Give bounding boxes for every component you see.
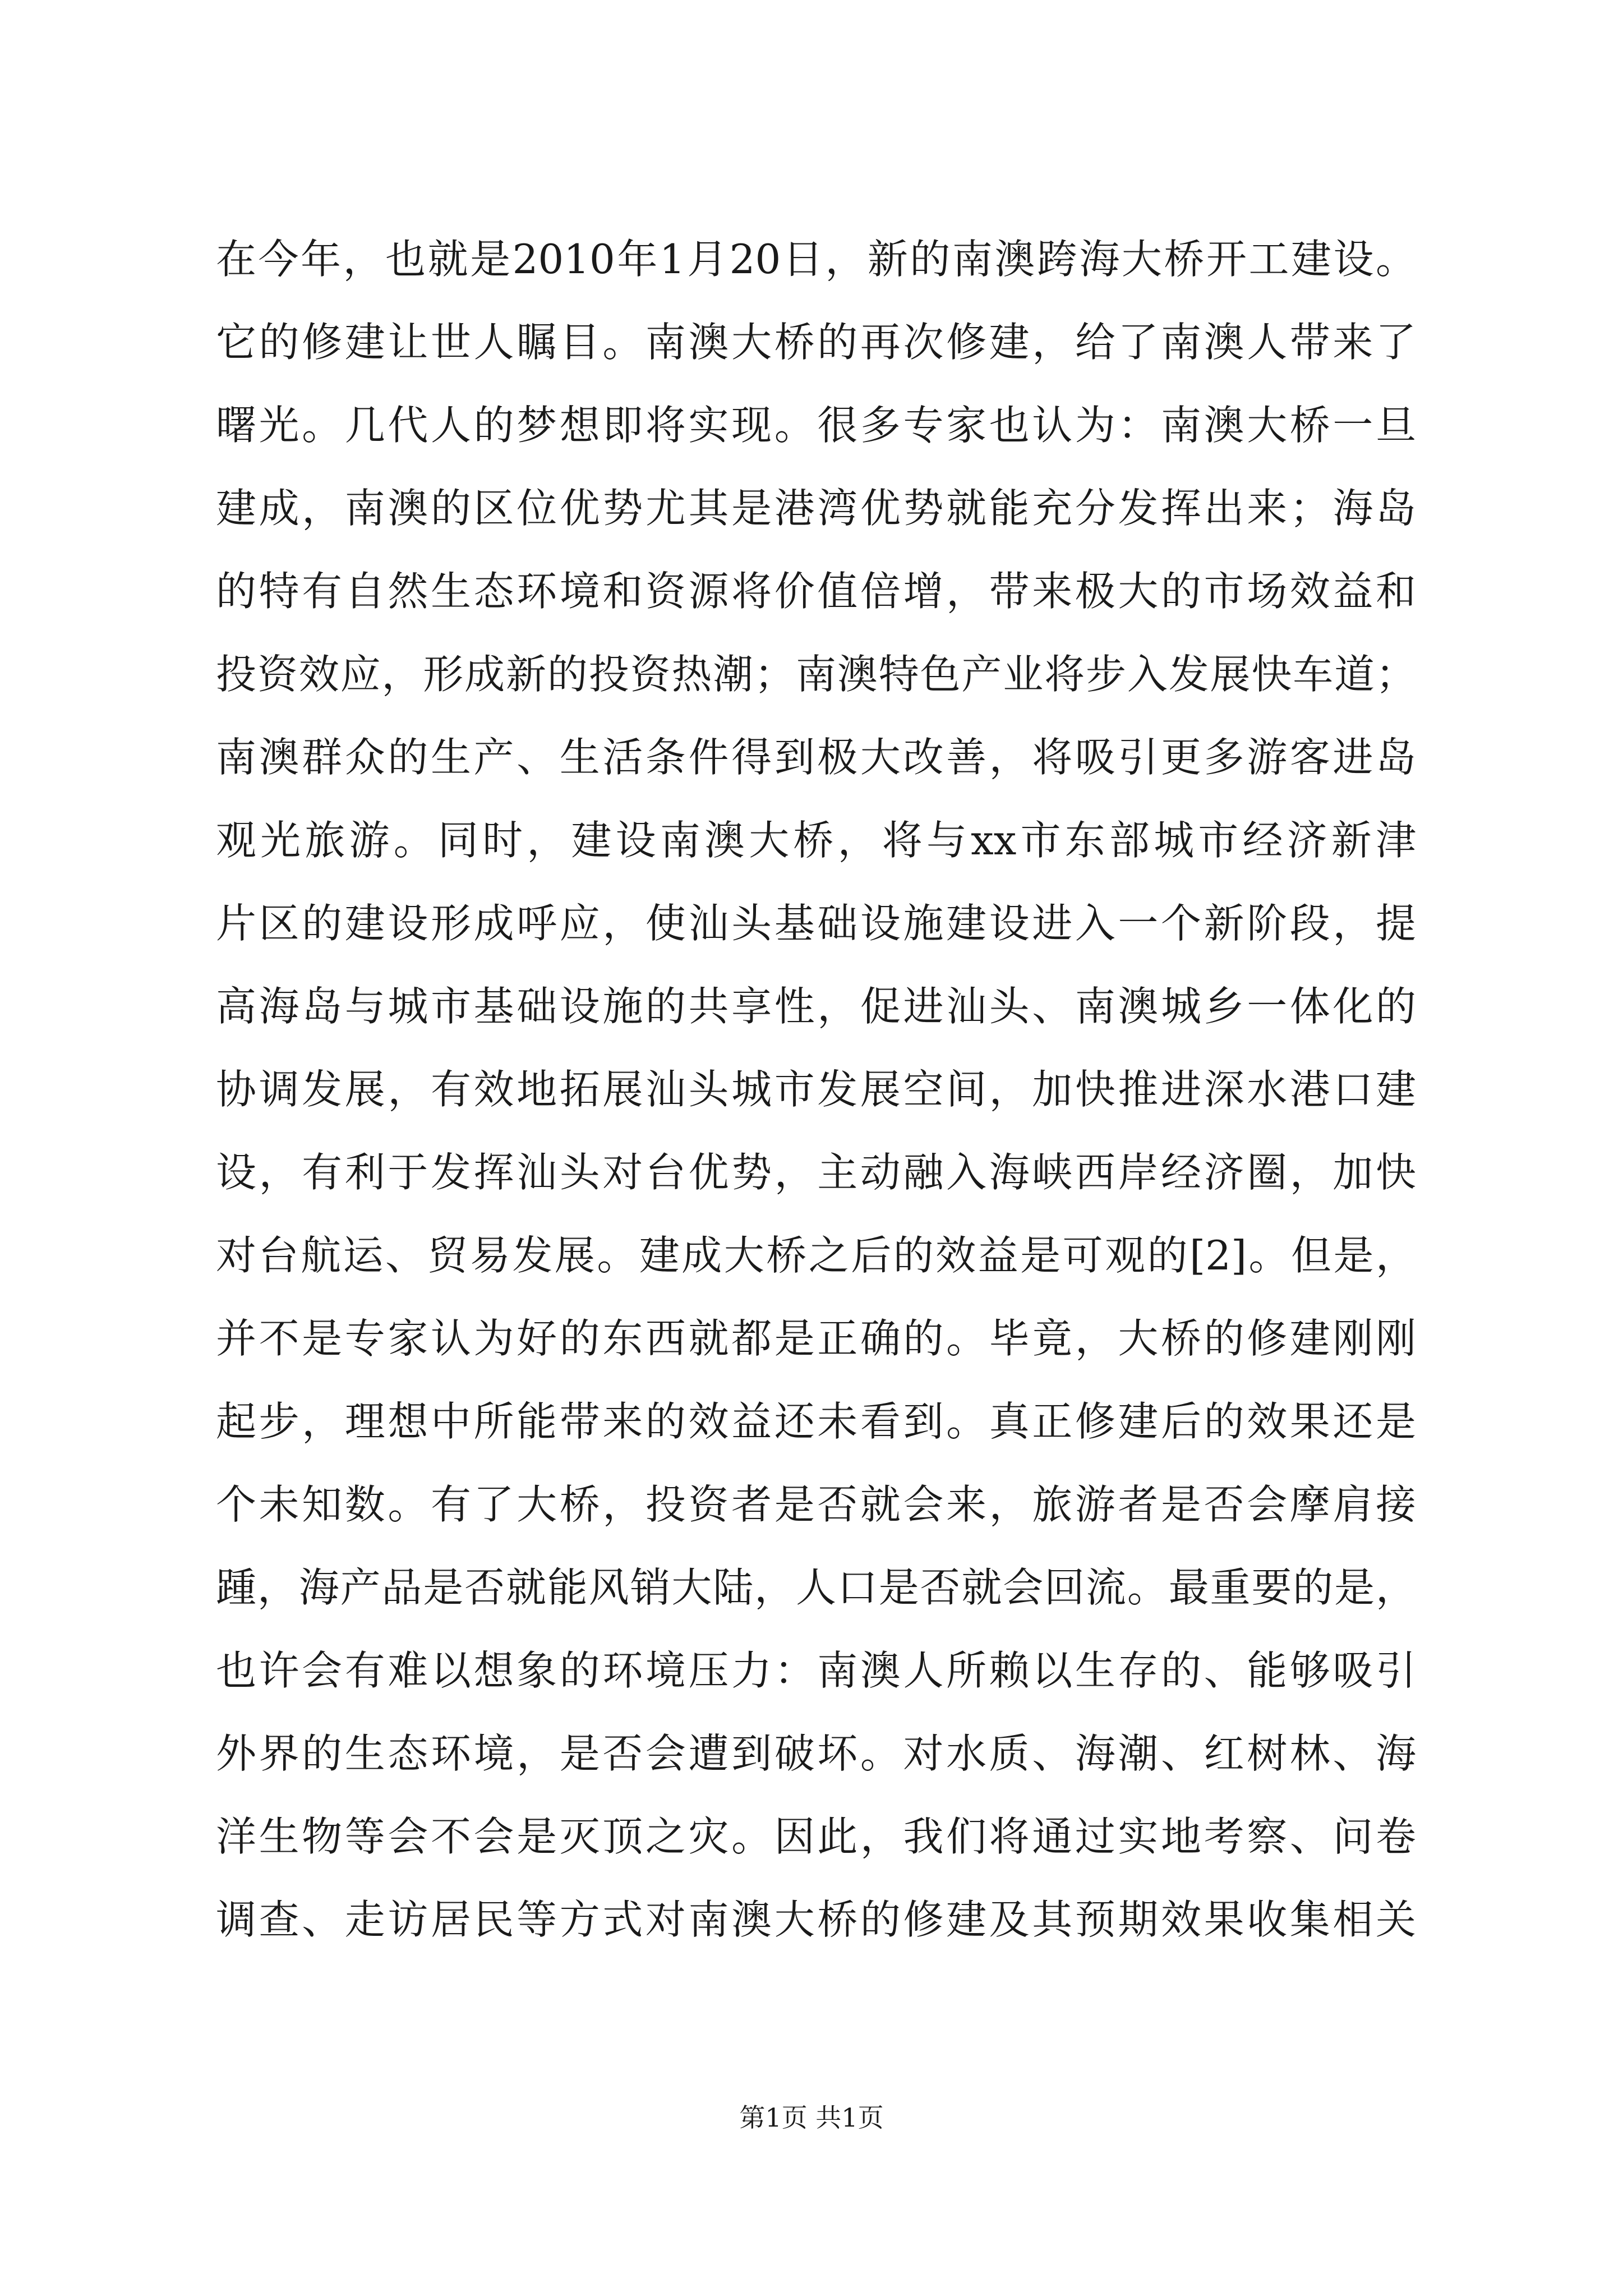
text-line: 踵，海产品是否就能风销大陆，人口是否就会回流。最重要的是， (216, 1564, 1416, 1611)
text-line: 在今年，也就是2010年1月20日，新的南澳跨海大桥开工建设。 (216, 236, 1416, 283)
text-line: 它的修建让世人瞩目。南澳大桥的再次修建，给了南澳人带来了 (216, 319, 1416, 366)
text-line: 建成，南澳的区位优势尤其是港湾优势就能充分发挥出来；海岛 (216, 485, 1416, 532)
text-line: 高海岛与城市基础设施的共享性，促进汕头、南澳城乡一体化的 (216, 983, 1416, 1030)
text-line: 设，有利于发挥汕头对台优势，主动融入海峡西岸经济圈，加快 (216, 1149, 1416, 1196)
text-line: 协调发展，有效地拓展汕头城市发展空间，加快推进深水港口建 (216, 1066, 1416, 1113)
text-line: 并不是专家认为好的东西就都是正确的。毕竟，大桥的修建刚刚 (216, 1315, 1416, 1362)
text-line: 洋生物等会不会是灭顶之灾。因此，我们将通过实地考察、问卷 (216, 1813, 1416, 1860)
text-line: 曙光。几代人的梦想即将实现。很多专家也认为：南澳大桥一旦 (216, 402, 1416, 449)
text-line: 也许会有难以想象的环境压力：南澳人所赖以生存的、能够吸引 (216, 1647, 1416, 1694)
text-line: 投资效应，形成新的投资热潮；南澳特色产业将步入发展快车道； (216, 651, 1416, 698)
page-footer: 第1页 共1页 (739, 2102, 884, 2133)
text-line: 外界的生态环境，是否会遭到破坏。对水质、海潮、红树林、海 (216, 1730, 1416, 1777)
text-line: 南澳群众的生产、生活条件得到极大改善，将吸引更多游客进岛 (216, 734, 1416, 781)
text-line: 起步，理想中所能带来的效益还未看到。真正修建后的效果还是 (216, 1398, 1416, 1445)
body-paragraph (216, 218, 1416, 1961)
text-line: 对台航运、贸易发展。建成大桥之后的效益是可观的[2]。但是， (216, 1232, 1416, 1279)
text-line: 的特有自然生态环境和资源将价值倍增，带来极大的市场效益和 (216, 568, 1416, 615)
text-line: 片区的建设形成呼应，使汕头基础设施建设进入一个新阶段，提 (216, 900, 1416, 947)
text-line: 个未知数。有了大桥，投资者是否就会来，旅游者是否会摩肩接 (216, 1481, 1416, 1528)
text-line: 观光旅游。同时，建设南澳大桥，将与xx市东部城市经济新津 (216, 817, 1416, 864)
text-line: 调查、走访居民等方式对南澳大桥的修建及其预期效果收集相关 (216, 1896, 1416, 1943)
